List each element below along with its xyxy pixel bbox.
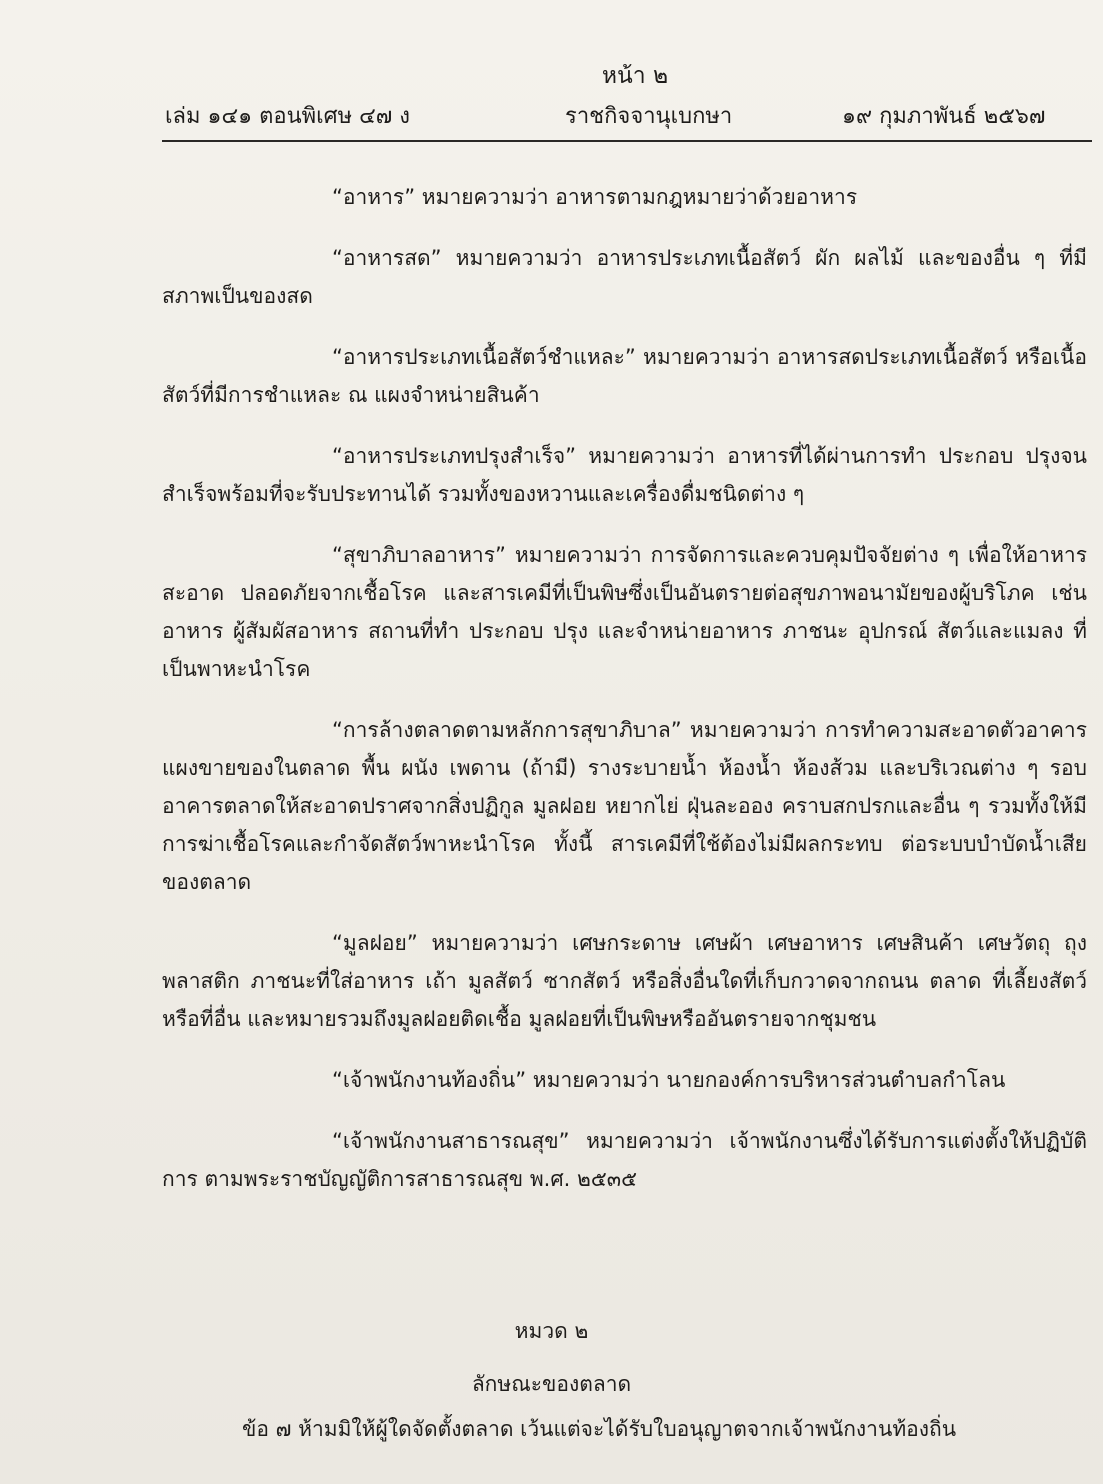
header-rule <box>162 140 1092 142</box>
page-number: หน้า ๒ <box>601 63 669 89</box>
publication-date: ๑๙ กุมภาพันธ์ ๒๕๖๗ <box>842 104 1046 129</box>
definition-waste: “มูลฝอย” หมายความว่า เศษกระดาษ เศษผ้า เศษอาหาร เศษสินค้า เศษวัตถุ ถุงพลาสติก ภาชนะที่ใส่อาหาร เถ้า มูลสัตว์ ซากสัตว์ หรือสิ่งอื่นใดที่เก็บกวาดจากถนน ตลาด ที่เลี้ยงสัตว์หรือที่อื่น และหมายรวมถึงมูลฝอยติดเชื้อ มูลฝอยที่เป็นพิษหรืออันตรายจากชุมชน <box>162 931 1087 1031</box>
definition-butchered-meat: “อาหารประเภทเนื้อสัตว์ชำแหละ” หมายความว่า อาหารสดประเภทเนื้อสัตว์ หรือเนื้อสัตว์ที่มีการชำแหละ ณ แผงจำหน่ายสินค้า <box>162 345 1087 407</box>
definition-health-official: “เจ้าพนักงานสาธารณสุข” หมายความว่า เจ้าพนักงานซึ่งได้รับการแต่งตั้งให้ปฏิบัติการ ตามพระราชบัญญัติการสาธารณสุข พ.ศ. ๒๕๓๕ <box>162 1129 1087 1191</box>
definition-cooked-food: “อาหารประเภทปรุงสำเร็จ” หมายความว่า อาหารที่ได้ผ่านการทำ ประกอบ ปรุงจนสำเร็จพร้อมที่จะรับประทานได้ รวมทั้งของหวานและเครื่องดื่มชนิดต่าง ๆ <box>162 444 1087 506</box>
definition-local-official: “เจ้าพนักงานท้องถิ่น” หมายความว่า นายกองค์การบริหารส่วนตำบลกำโลน <box>332 1068 1006 1092</box>
gazette-header <box>165 98 1090 132</box>
definition-fresh-food: “อาหารสด” หมายความว่า อาหารประเภทเนื้อสัตว์ ผัก ผลไม้ และของอื่น ๆ ที่มีสภาพเป็นของสด <box>162 246 1087 308</box>
definition-food-sanitation: “สุขาภิบาลอาหาร” หมายความว่า การจัดการและควบคุมปัจจัยต่าง ๆ เพื่อให้อาหารสะอาด ปลอดภัยจากเชื้อโรค และสารเคมีที่เป็นพิษซึ่งเป็นอันตรายต่อสุขภาพอนามัยของผู้บริโภค เช่น อาหาร ผู้สัมผัสอาหาร สถานที่ทำ ประกอบ ปรุง และจำหน่ายอาหาร ภาชนะ อุปกรณ์ สัตว์และแมลง ที่เป็นพาหะนำโรค <box>162 543 1087 681</box>
chapter-title: ลักษณะของตลาด <box>471 1372 632 1396</box>
volume-issue: เล่ม ๑๔๑ ตอนพิเศษ ๔๗ ง <box>165 104 411 129</box>
article-7: ข้อ ๗ ห้ามมิให้ผู้ใดจัดตั้งตลาด เว้นแต่จะได้รับใบอนุญาตจากเจ้าพนักงานท้องถิ่น <box>242 1417 957 1441</box>
definition-market-cleaning: “การล้างตลาดตามหลักการสุขาภิบาล” หมายความว่า การทำความสะอาดตัวอาคาร แผงขายของในตลาด พื้น ผนัง เพดาน (ถ้ามี) รางระบายน้ำ ห้องน้ำ ห้องส้วม และบริเวณต่าง ๆ รอบอาคารตลาดให้สะอาดปราศจากสิ่งปฏิกูล มูลฝอย หยากไย่ ฝุ่นละออง คราบสกปรกและอื่น ๆ รวมทั้งให้มีการฆ่าเชื้อโรคและกำจัดสัตว์พาหะนำโรค ทั้งนี้ สารเคมีที่ใช้ต้องไม่มีผลกระทบ ต่อระบบบำบัดน้ำเสียของตลาด <box>162 718 1087 894</box>
definitions-body <box>162 178 1087 1221</box>
gazette-name: ราชกิจจานุเบกษา <box>565 104 733 129</box>
chapter-number: หมวด ๒ <box>514 1319 589 1343</box>
definition-food: “อาหาร” หมายความว่า อาหารตามกฎหมายว่าด้วยอาหาร <box>332 185 858 209</box>
